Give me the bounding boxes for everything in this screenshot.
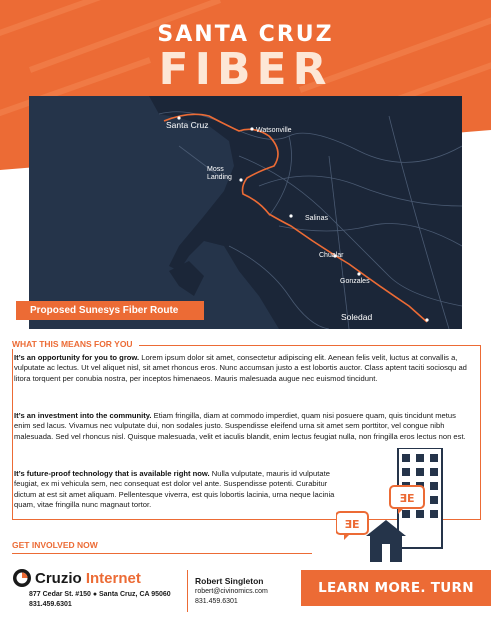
svg-text:ƎE: ƎE (399, 492, 415, 505)
contact-email[interactable]: robert@civinomics.com (195, 588, 268, 595)
buildings-illustration (336, 448, 456, 568)
paragraph-lead: It’s future-proof technology that is available right now. (14, 469, 210, 478)
get-involved-rule (12, 553, 312, 554)
title-fiber: FIBER (158, 44, 333, 95)
brand-name-accent: Internet (85, 569, 141, 587)
city-soledad: Soledad (341, 312, 373, 322)
paragraph-lead: It’s an investment into the community. (14, 411, 152, 420)
footer-divider (187, 570, 188, 612)
cruzio-logo-icon (12, 568, 32, 588)
city-santa-cruz: Santa Cruz (166, 120, 209, 130)
section-heading-row (12, 339, 481, 351)
address (29, 590, 171, 609)
paragraph-body: Etiam fringilla, diam at commodo imperdiet, quam nisi posuere quam, quis tincidunt metus enim sed lacus. Vivamus nec vulputate dui, non sodales justo. Suspendisse eleifend urna sit amet sem porttitor, vel congue nibh malesuada. Sed vel rhoncus nisl. Quisque malesuada, velit et iaculis blandit, enim lectus feugiat nulla, non fringilla eros lectus non est. (14, 411, 466, 441)
city-moss-landing: Moss Landing (207, 166, 232, 181)
route-label-badge: Proposed Sunesys Fiber Route (16, 301, 204, 320)
paragraph-lead: It’s an opportunity for you to grow. (14, 353, 140, 362)
paragraph-community (14, 411, 472, 442)
brand-name (35, 570, 141, 587)
brand-name-main: Cruzio (35, 569, 86, 587)
city-gonzales: Gonzales (340, 278, 370, 285)
fiber-route-map (29, 96, 462, 329)
contact-name: Robert Singleton (195, 576, 264, 586)
map-graphic (29, 96, 462, 329)
get-involved-heading: GET INVOLVED NOW (12, 540, 98, 550)
paragraph-body: Nulla vulputate, mauris id vulputate feugiat, ex mi vehicula sem, nec consequat est dolor vel ante. Suspendisse potenti. Curabitur dictum at est sit amet aliquam. Pellentesque viverra, est quis lobortis lacinia, urna neque lacinia quam, vitae fringilla nunc magnaut tortor. (14, 469, 335, 510)
city-salinas: Salinas (305, 215, 328, 222)
paragraph-grow (14, 353, 472, 384)
svg-text:ƎE: ƎE (344, 518, 360, 531)
cruzio-logo (12, 566, 141, 590)
learn-more-banner: LEARN MORE. TURN OVER. (301, 570, 491, 606)
address-line: 877 Cedar St. #150 ● Santa Cruz, CA 95060 (29, 591, 171, 598)
title-santa-cruz: SANTA CRUZ (157, 22, 334, 47)
paragraph-body: Lorem ipsum dolor sit amet, consectetur adipiscing elit. Aenean felis velit, luctus at convallis a, vulputate ac lectus. Ut vel aliquet nisl, sit amet rhoncus eros. Nunc accumsan justo a est lobortis auctor. Class aptent taciti sociosqu ad litora torquent per conubia nostra, per inceptos himenaeos. Mauris malesuada augue nec euismod tincidunt. (14, 353, 467, 383)
contact-info (195, 576, 268, 606)
section-heading: WHAT THIS MEANS FOR YOU (12, 339, 139, 349)
city-watsonville: Watsonville (256, 127, 292, 134)
contact-phone: 831.459.6301 (195, 597, 238, 605)
city-chualar: Chualar (319, 252, 344, 259)
address-phone: 831.459.6301 (29, 600, 72, 608)
paragraph-future-proof (14, 469, 344, 511)
